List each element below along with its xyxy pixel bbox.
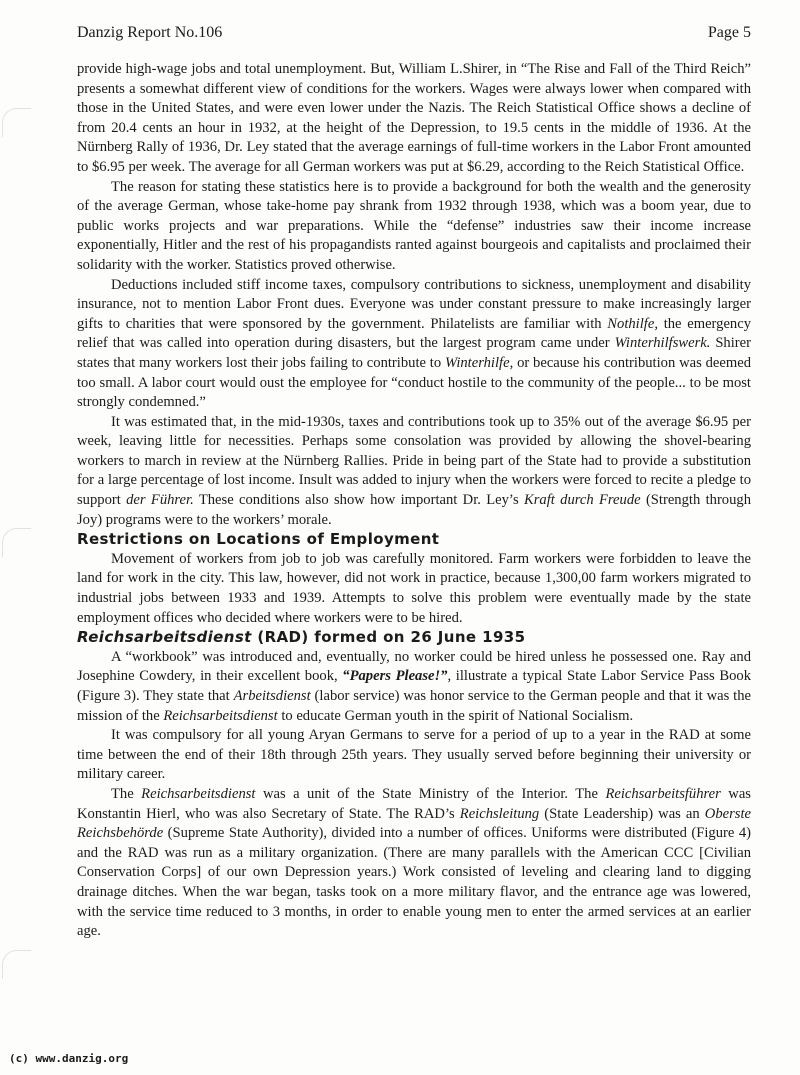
paragraph: It was estimated that, in the mid-1930s, taxes and contributions took up to 35% out of the average $6.95 per week, leaving little for necessities. Perhaps some consolation was provided by allowing the shovel-bearing workers to march in review at the Nürnberg Rallies. Pride in being part of the State had to provide a substitution for a large percentage of lost income. Insult was added to injury when the workers were forced to recite a pledge to support der Führer. These conditions also show how important Dr. Ley’s Kraft durch Freude (Strength through Joy) programs were to the workers’ morale. xyxy=(77,413,751,528)
paragraph: Deductions included stiff income taxes, compulsory contributions to sickness, unemployment and disability insurance, not to mention Labor Front dues. Everyone was under constant pressure to make increasingly larger gifts to charities that were sponsored by the government. Philatelists are familiar with Nothilfe, the emergency relief that was called into operation during disasters, but the largest program came under Winterhilfswerk. Shirer states that many workers lost their jobs failing to contribute to Winterhilfe, or because his contribution was deemed too small. A labor court would oust the employee for “conduct hostile to the community of the people... to be most strongly condemned.” xyxy=(77,276,752,411)
paragraph: The Reichsarbeitsdienst was a unit of the State Ministry of the Interior. The Reichsarbeitsführer was Konstantin Hierl, who was also Secretary of State. The RAD’s Reichsleitung (State Leadership) was an Oberste Reichsbehörde (Supreme State Authority), divided into a number of offices. Uniforms were distributed (Figure 4) and the RAD was run as a military organization. (There are many parallels with the American CCC [Civilian Conservation Corps] of our own Depression years.) Work consisted of leveling and clearing land to digging drainage ditches. When the war began, tasks took on a more military flavor, and the entrance age was lowered, with the service time reduced to 3 months, in order to enable young men to enter the armed services at an earlier age. xyxy=(77,785,751,940)
article-body xyxy=(77,60,751,942)
paragraph: Movement of workers from job to job was carefully monitored. Farm workers were forbidden to leave the land for work in the city. This law, however, did not work in practice, because 1,300,00 farm workers migrated to industrial jobs between 1933 and 1939. Attempts to solve this problem were eventually made by the state employment offices who decided where workers were to be hired. xyxy=(77,550,751,626)
section-heading: Reichsarbeitsdienst (RAD) formed on 26 June 1935 xyxy=(77,628,526,647)
page-number: Page 5 xyxy=(707,24,751,41)
binder-hole-mark xyxy=(2,108,31,137)
copyright-footer: (c) www.danzig.org xyxy=(9,1052,129,1065)
binder-hole-mark xyxy=(2,528,31,557)
page-header xyxy=(77,24,751,42)
paragraph: The reason for stating these statistics here is to provide a background for both the wealth and the generosity of the average German, whose take-home pay shrank from 1932 through 1938, which was a boom year, due to public works projects and war preparations. While the “defense” industries saw their income increase exponentially, Hitler and the rest of his propagandists ranted against bourgeois and capitalists and proclaimed their solidarity with the worker. Statistics proved otherwise. xyxy=(77,178,751,273)
paragraph: provide high-wage jobs and total unemployment. But, William L.Shirer, in “The Rise and Fall of the Third Reich” presents a somewhat different view of conditions for the workers. Wages were always lower when compared with those in the United States, and were even lower under the Nazis. The Reich Statistical Office shows a decline of from 20.4 cents an hour in 1932, at the height of the Depression, to 19.5 cents in the middle of 1936. At the Nürnberg Rally of 1936, Dr. Ley stated that the average earnings of full-time workers in the Labor Front amounted to $6.95 per week. The average for all German workers was put at $6.29, according to the Reich Statistical Office. xyxy=(77,61,751,175)
paragraph: A “workbook” was introduced and, eventually, no worker could be hired unless he possessed one. Ray and Josephine Cowdery, in their excellent book, “Papers Please!”, illustrate a typical State Labor Service Pass Book (Figure 3). They state that Arbeitsdienst (labor service) was honor service to the German people and that it was the mission of the Reichsarbeitsdienst to educate German youth in the spirit of National Socialism. xyxy=(77,648,752,724)
binder-hole-mark xyxy=(2,950,31,979)
report-title: Danzig Report No.106 xyxy=(77,24,223,41)
paragraph: It was compulsory for all young Aryan Germans to serve for a period of up to a year in the RAD at some time between the end of their 18th through 25th years. They usually served before beginning their university or military career. xyxy=(77,727,751,783)
section-heading: Restrictions on Locations of Employment xyxy=(77,530,440,549)
